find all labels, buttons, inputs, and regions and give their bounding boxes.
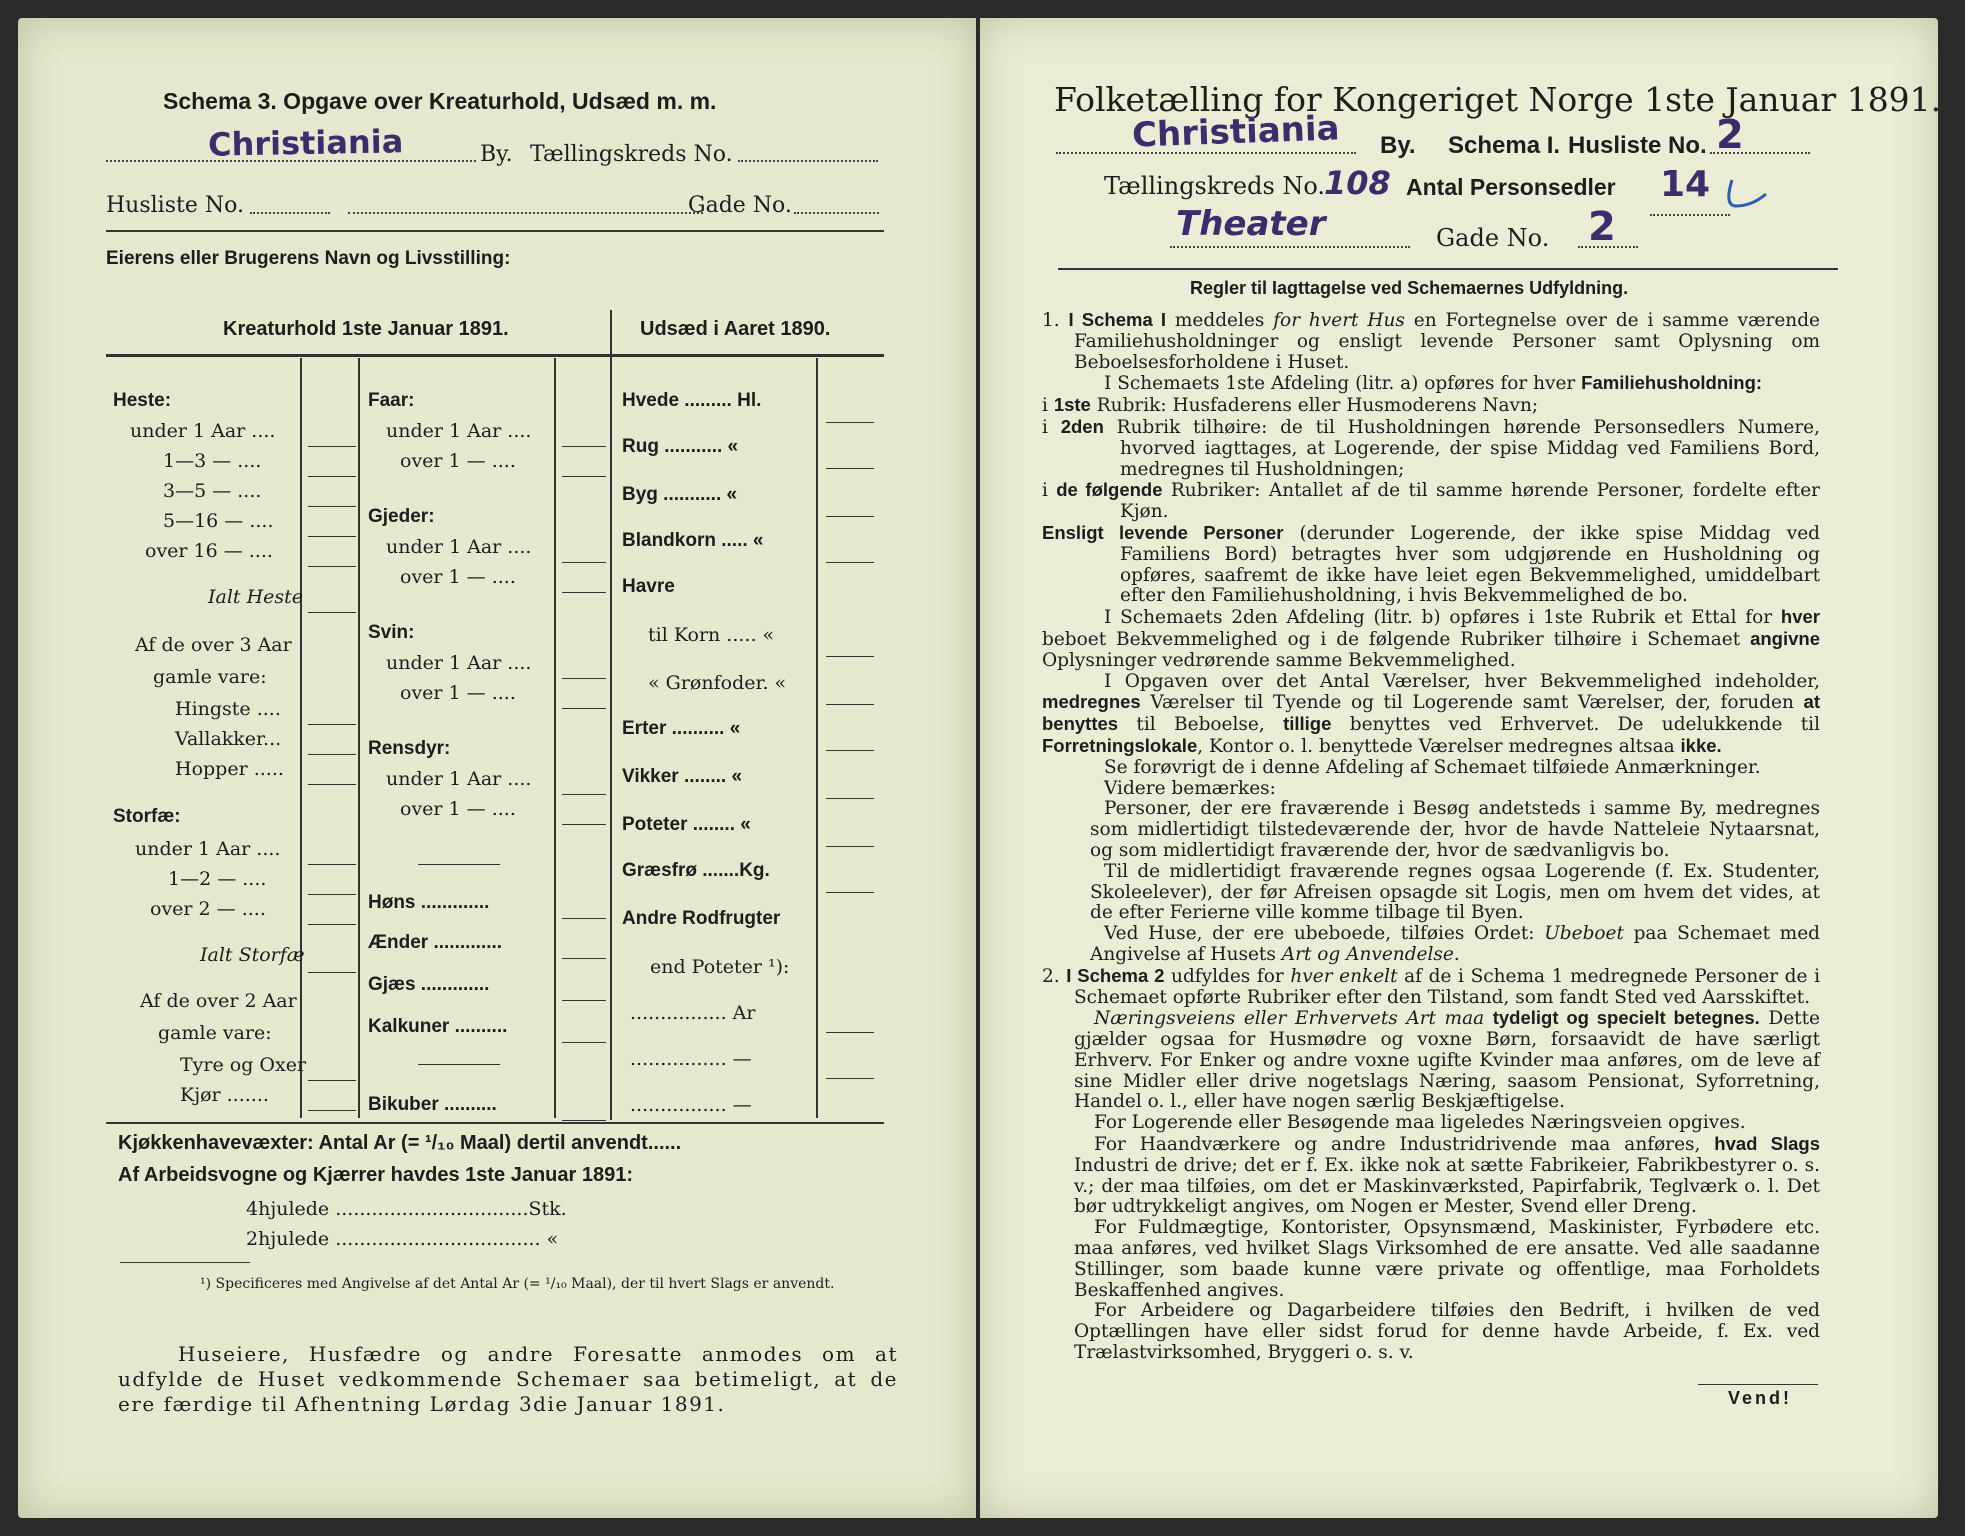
col1-row: 3—5 — .... — [163, 480, 262, 502]
col3-byg: Byg ........... « — [622, 484, 738, 505]
blank — [308, 1110, 356, 1111]
col3-poteter: Poteter ........ « — [622, 814, 751, 835]
col1-row: Kjør ....... — [180, 1084, 269, 1106]
col2-row: over 1 — .... — [400, 798, 516, 820]
gade-label-right: Gade No. — [1436, 224, 1550, 252]
census-title: Folketælling for Kongeriget Norge 1ste Januar 1891. — [1054, 80, 1942, 119]
blank — [826, 562, 874, 563]
rule-right-top — [1058, 268, 1838, 270]
col2-faar: Faar: — [368, 390, 415, 411]
col2-aender: Ænder ............. — [368, 932, 503, 953]
kreatur-header: Kreaturhold 1ste Januar 1891. — [223, 318, 509, 340]
col3-havre: Havre — [622, 576, 675, 597]
blank — [308, 754, 356, 755]
col3-andre: Andre Rodfrugter — [622, 908, 781, 929]
col3-row: ................ — — [630, 1094, 752, 1116]
city-handwritten-right: Christiania — [1131, 108, 1341, 156]
blank — [562, 562, 606, 563]
col3-vikker: Vikker ........ « — [622, 766, 743, 787]
kreds-line — [738, 160, 878, 162]
husliste-label: Husliste No. — [106, 193, 244, 218]
col2-gjeder: Gjeder: — [368, 506, 435, 527]
col2-kalkuner: Kalkuner .......... — [368, 1016, 508, 1037]
col1-row: Hingste .... — [175, 698, 281, 720]
col1-heste: Heste: — [113, 390, 172, 411]
col1-row: Vallakker... — [175, 728, 282, 750]
blank — [826, 704, 874, 705]
antal-value-hw: 14 — [1660, 164, 1711, 205]
divider-col2 — [554, 358, 556, 1118]
blank — [826, 846, 874, 847]
vend-label: Vend! — [1728, 1388, 1793, 1408]
divider-main — [610, 310, 612, 1120]
col1-row: Tyre og Oxer — [180, 1054, 307, 1076]
blank — [308, 1080, 356, 1081]
gade-line-2 — [794, 212, 879, 214]
col3-blandkorn: Blandkorn ..... « — [622, 530, 764, 551]
rules-title: Regler til Iagttagelse ved Schemaernes Udfyldning. — [1190, 278, 1629, 298]
blank — [826, 798, 874, 799]
col1-storfae: Storfæ: — [113, 806, 181, 827]
blank — [826, 1078, 874, 1079]
husliste-value-hw: 2 — [1716, 112, 1744, 158]
eier-label: Eierens eller Brugerens Navn og Livsstilling: — [106, 248, 511, 269]
gade-label: Gade No. — [688, 193, 792, 218]
blank — [308, 476, 356, 477]
col1-row: under 1 Aar .... — [135, 838, 281, 860]
col3-row: til Korn ..... « — [648, 624, 775, 646]
table-bottom-rule — [106, 1122, 884, 1124]
hjul2-line: 2hjulede .................................. « — [246, 1228, 559, 1250]
col1-row: 1—3 — .... — [163, 450, 262, 472]
col3-erter: Erter .......... « — [622, 718, 741, 739]
blank — [826, 750, 874, 751]
blank — [562, 592, 606, 593]
blank — [308, 566, 356, 567]
blank — [308, 506, 356, 507]
col3-rug: Rug ........... « — [622, 436, 739, 457]
hjul4-line: 4hjulede ................................Stk. — [246, 1198, 567, 1220]
col1-row: gamle vare: — [158, 1022, 272, 1044]
blank — [562, 1042, 606, 1043]
col3-row: ................ Ar — [630, 1002, 756, 1024]
antal-line — [1650, 214, 1730, 216]
footnote: ¹) Specificeres med Angivelse af det Antal Ar (= ¹/₁₀ Maal), der til hvert Slags er anvendt. — [200, 1276, 835, 1292]
schema-label: Schema I. — [1448, 132, 1561, 159]
blank — [562, 918, 606, 919]
short-rule — [418, 1064, 500, 1065]
col1-row: Hopper ..... — [175, 758, 284, 780]
header-rule — [106, 354, 884, 357]
blue-check-mark — [1722, 176, 1772, 216]
blank — [308, 784, 356, 785]
blank — [826, 1032, 874, 1033]
blank — [562, 678, 606, 679]
divider-col3 — [816, 358, 818, 1118]
kreds-value-hw: 108 — [1324, 164, 1391, 202]
col1-row: over 16 — .... — [145, 540, 273, 562]
by-label: By. — [480, 142, 513, 167]
blank — [826, 516, 874, 517]
blank — [308, 972, 356, 973]
col1-row: Af de over 2 Aar — [140, 990, 297, 1012]
city-line — [106, 160, 476, 162]
col1-row: under 1 Aar .... — [130, 420, 276, 442]
street-line — [1170, 246, 1410, 248]
arbeids-line: Af Arbeidsvogne og Kjærrer havdes 1ste Januar 1891: — [118, 1164, 633, 1186]
right-page — [980, 18, 1942, 1518]
blank — [308, 446, 356, 447]
blank — [562, 1000, 606, 1001]
husliste-line — [250, 212, 330, 214]
rules-text: 1. I Schema I meddeles for hvert Hus en Fortegnelse over de i samme værende Familiehusholdninger og ensligt levende Personer samt Oplysning om Beboelsesforholdene i Huset. I Schemaets 1ste Afdeling (litr. a) opføres for hver Familiehusholdning: i 1ste Rubrik: Husfaderens eller Husmoderens Navn; i 2den Rubrik tilhøire: de til Husholdningen hørende Personsedlers Numere, hvorved iagttages, at Logerende, der spise Middag ved Familiens Bord, medregnes til Husholdningen; i de følgende Rubriker: Antallet af de til samme hørende Personer, fordelte efter Kjøn. Ensligt levende Personer (derunder Logerende, der ikke spise Middag ved Familiens Bord) betragtes hver som udgjørende en Husholdning og opføres, saafremt de ikke have leiet egen Bekvemmelighed, umiddelbart efter den Familiehusholdning, i hvis Bekvemmelighed de bo. I Schemaets 2den Afdeling (litr. b) opføres i 1ste Rubrik et Ettal for hver beboet Bekvemmelighed og i de følgende Rubriker tilhøire i Schemaet angivne Oplysninger vedrørende samme Bekvemmelighed. I Opgaven over det Antal Værelser, hver Bekvemmelighed indeholder, medregnes Værelser til Tyende og til Logerende samt Værelser, der, foruden at benyttes til Beboelse, tillige benyttes ved Erhvervet. De udelukkende til Forretningslokale, Kontor o. l. benyttede Værelser medregnes altsaa ikke. Se forøvrigt de i denne Afdeling af Schemaet tilføiede Anmærkninger. Videre bemærkes: Personer, der ere fraværende i Besøg andetsteds i samme By, medregnes som midlertidigt tilstedeværende der, hvor de havde Natteleie Nytaarsnat, og som midlertidigt fraværende der, hvor de sædvanligvis bo. Til de midlertidigt fraværende regnes ogsaa Logerende (f. Ex. Studenter, Skoleelever), der før Afreisen opsagde sit Logis, men om hvem det vides, at de efter Ferierne ville komme tilbage til Byen. Ved Huse, der ere ubeboede, tilføies Ordet: Ubeboet paa Schemaet med Angivelse af Husets Art og Anvendelse. 2. I Schema 2 udfyldes for hver enkelt af de i Schema 1 medregnede Personer de i Schemaet opførte Rubriker efter den Tilstand, som fandt Sted ved Aarsskiftet. Næringsveiens eller Erhvervets Art maa tydeligt og specielt betegnes. Dette gjælder ogsaa for Husmødre og voxne Børn, forsaavidt de have særligt Erhverv. For Enker og andre voxne ugifte Kvinder maa anføres, om de leve af sine Midler eller drive nogetslags Næring, saasom Pensionat, Syforretning, Handel o. l., eller have nogen særlig Beskjæftigelse. For Logerende eller Besøgende maa ligeledes Næringsveien opgives. For Haandværkere og andre Industridrivende maa anføres, hvad Slags Industri de drive; det er f. Ex. ikke nok at sætte Fabrikeier, Fabrikbestyrer o. s. v.; der maa tilføies, om det er Maskinværksted, Papirfabrik, Teglværk o. l. Det bør udtrykkeligt angives, om Nogen er Mester, Svend eller Dreng. For Fuldmægtige, Kontorister, Opsynsmænd, Maskinister, Fyrbødere etc. maa anføres, ved hvilket Slags Virksomhed de ere ansatte. Ved alle saadanne Stillinger, som baade kunne være private og offentlige, maa Forholdets Beskaffenhed angives. For Arbeidere og Dagarbeidere tilføies den Bedrift, i hvilken de ved Optællingen have eller sidst forud for denne havde Arbeide, f. Ex. ved Trælastvirksomhed, Bryggeri o. s. v. — [1042, 309, 1821, 1364]
blank — [308, 612, 356, 613]
blank — [308, 894, 356, 895]
col1-row: 5—16 — .... — [163, 510, 274, 532]
blank — [562, 794, 606, 795]
blank — [826, 656, 874, 657]
vend-rule — [1698, 1384, 1818, 1385]
husliste-label-right: Husliste No. — [1568, 132, 1707, 159]
col2-row: under 1 Aar .... — [386, 768, 532, 790]
col3-row: « Grønfoder. « — [648, 672, 787, 694]
kreds-label-right: Tællingskreds No. — [1104, 172, 1326, 200]
rule-top — [106, 230, 884, 232]
blank — [826, 422, 874, 423]
gade-line-1 — [348, 212, 703, 214]
divider-col1 — [300, 358, 302, 1118]
col1-row: 1—2 — .... — [168, 868, 267, 890]
col3-hvede: Hvede ......... Hl. — [622, 390, 762, 411]
col2-gjaes: Gjæs ............. — [368, 974, 490, 995]
blank — [308, 536, 356, 537]
col2-row: under 1 Aar .... — [386, 536, 532, 558]
by-label-right: By. — [1380, 132, 1416, 159]
col1-row: gamle vare: — [153, 666, 267, 688]
closing-note: Huseiere, Husfædre og andre Foresatte anmodes om at udfylde de Huset vedkommende Schemaer saa betimeligt, at de ere færdige til Afhentning Lørdag 3die Januar 1891. — [118, 1342, 898, 1416]
antal-label: Antal Personsedler — [1406, 174, 1616, 200]
col2-bikuber: Bikuber .......... — [368, 1094, 497, 1115]
col2-row: over 1 — .... — [400, 566, 516, 588]
col2-row: under 1 Aar .... — [386, 420, 532, 442]
col1-row: Af de over 3 Aar — [135, 634, 292, 656]
schema3-title: Schema 3. Opgave over Kreaturhold, Udsæd m. m. — [163, 88, 717, 114]
kreds-label: Tællingskreds No. — [530, 142, 733, 167]
blank — [308, 924, 356, 925]
city-line-right — [1056, 152, 1356, 154]
udsaed-header: Udsæd i Aaret 1890. — [640, 318, 831, 340]
kjokken-line: Kjøkkenhavevæxter: Antal Ar (= ¹/₁₀ Maal) dertil anvendt...... — [118, 1132, 682, 1154]
blank — [562, 476, 606, 477]
blank — [826, 892, 874, 893]
left-page — [18, 18, 976, 1518]
col2-hons: Høns ............. — [368, 892, 490, 913]
gade-line-right — [1578, 246, 1638, 248]
col2-row: under 1 Aar .... — [386, 652, 532, 674]
street-hw: Theater — [1176, 204, 1326, 244]
divider-col1b — [358, 358, 360, 1118]
footnote-rule — [120, 1262, 250, 1263]
col2-svin: Svin: — [368, 622, 415, 643]
col3-graesfro: Græsfrø .......Kg. — [622, 860, 770, 881]
blank — [562, 824, 606, 825]
col1-row: over 2 — .... — [150, 898, 266, 920]
gade-value-hw: 2 — [1588, 204, 1616, 250]
blank — [308, 724, 356, 725]
col3-row: ................ — — [630, 1048, 752, 1070]
col1-ialt-storfae: Ialt Storfæ — [200, 944, 305, 966]
col2-row: over 1 — .... — [400, 682, 516, 704]
short-rule — [418, 864, 500, 865]
col2-rensdyr: Rensdyr: — [368, 738, 451, 759]
husliste-line-right — [1710, 152, 1810, 154]
blank — [826, 468, 874, 469]
col1-ialt-heste: Ialt Heste — [208, 586, 304, 608]
col2-row: over 1 — .... — [400, 450, 516, 472]
blank — [562, 1120, 606, 1121]
col3-row: end Poteter ¹): — [650, 956, 790, 978]
blank — [562, 446, 606, 447]
blank — [562, 708, 606, 709]
blank — [308, 864, 356, 865]
city-handwritten: Christiania — [207, 122, 404, 164]
blank — [562, 958, 606, 959]
